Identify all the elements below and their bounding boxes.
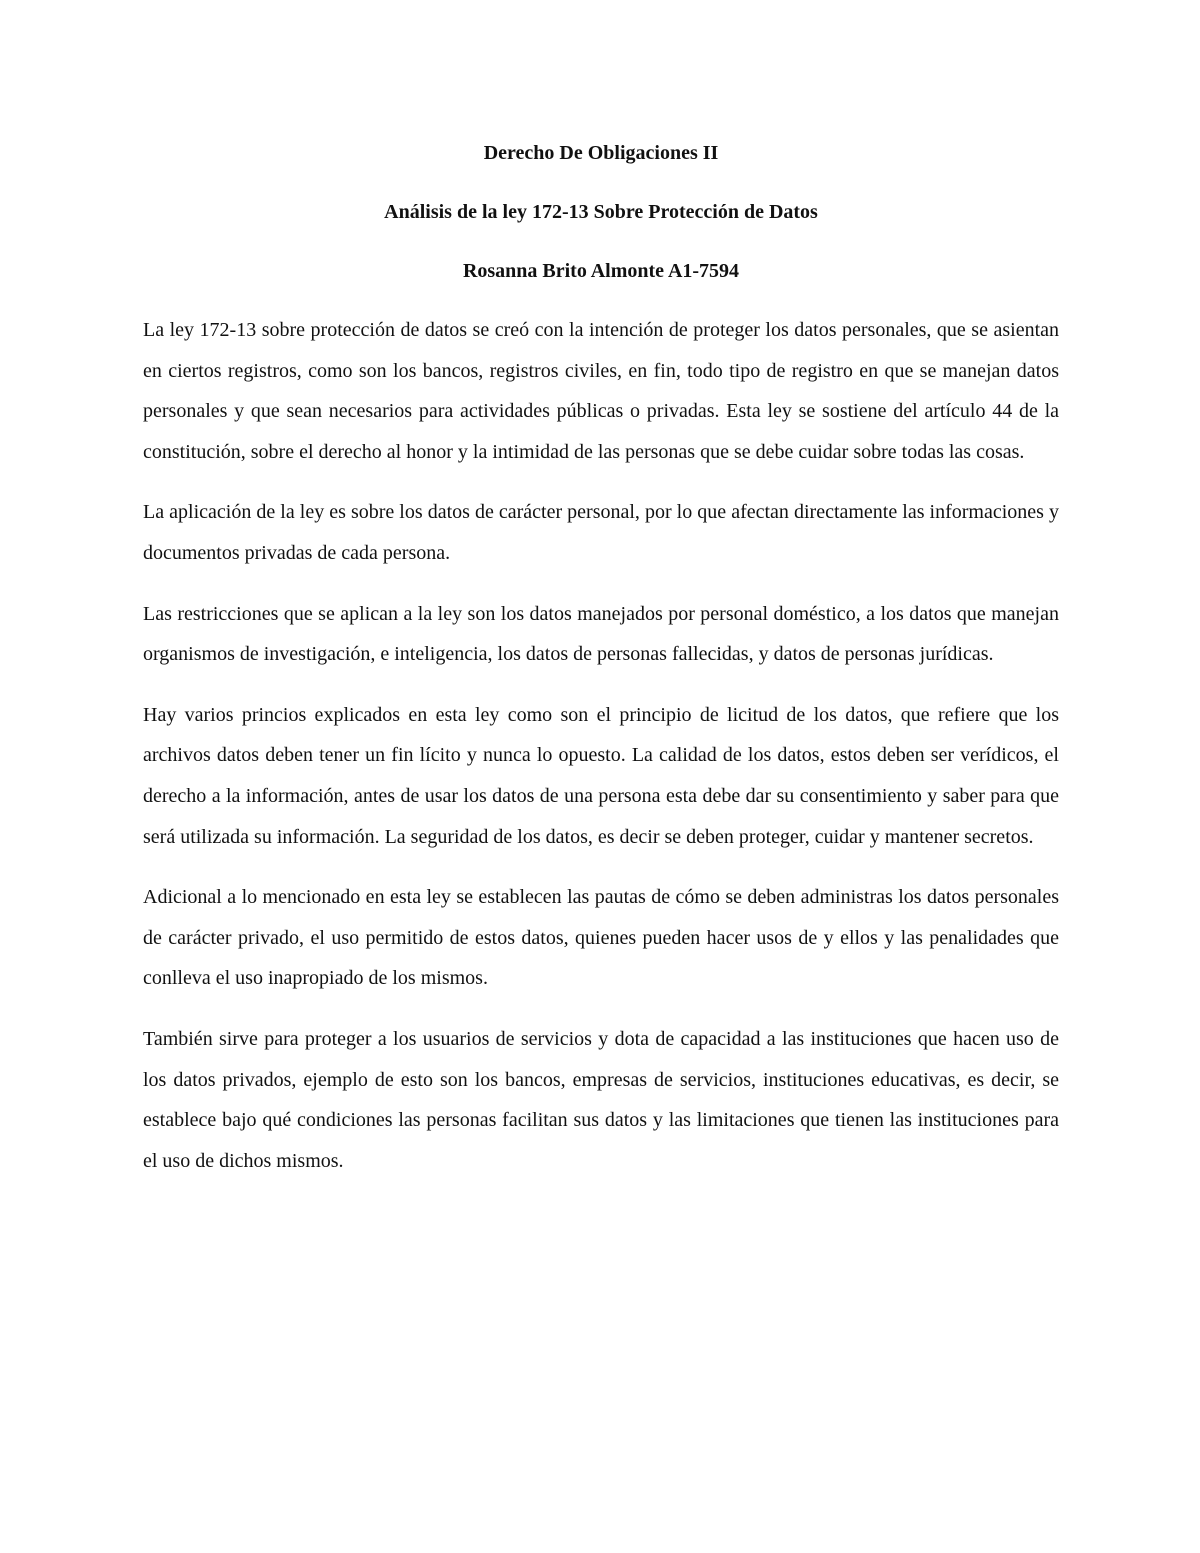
- paragraph-guidelines: Adicional a lo mencionado en esta ley se establecen las pautas de cómo se deben administras los datos personales de carácter privado, el uso permitido de estos datos, quienes pueden hacer usos de y ellos y las penalidades que conlleva el uso inapropiado de los mismos.: [143, 886, 1059, 990]
- paragraph-restrictions: Las restricciones que se aplican a la ley son los datos manejados por personal doméstico, a los datos que manejan organismos de investigación, e inteligencia, los datos de personas fallecidas, y datos de personas jurídicas.: [143, 602, 1059, 666]
- document-body: [143, 140, 1059, 1201]
- paragraph-application: La aplicación de la ley es sobre los datos de carácter personal, por lo que afectan directamente las informaciones y documentos privadas de cada persona.: [143, 501, 1059, 564]
- subject-title: Análisis de la ley 172-13 Sobre Protección de Datos: [384, 201, 818, 223]
- author-line: Rosanna Brito Almonte A1-7594: [462, 260, 740, 282]
- paragraph-intro: La ley 172-13 sobre protección de datos se creó con la intención de proteger los datos personales, que se asientan en ciertos registros, como son los bancos, registros civiles, en fin, todo tipo de registro en que se manejan datos personales y que sean necesarios para actividades públicas o privadas. Esta ley se sostiene del artículo 44 de la constitución, sobre el derecho al honor y la intimidad de las personas que se debe cuidar sobre todas las cosas.: [143, 319, 1059, 463]
- paragraph-protection: También sirve para proteger a los usuarios de servicios y dota de capacidad a las instituciones que hacen uso de los datos privados, ejemplo de esto son los bancos, empresas de servicios, instituciones educativas, es decir, se establece bajo qué condiciones las personas facilitan sus datos y las limitaciones que tienen las instituciones para el uso de dichos mismos.: [143, 1027, 1059, 1172]
- paragraph-principles: Hay varios princios explicados en esta ley como son el principio de licitud de los datos, que refiere que los archivos datos deben tener un fin lícito y nunca lo opuesto. La calidad de los datos, estos deben ser verídicos, el derecho a la información, antes de usar los datos de una persona esta debe dar su consentimiento y saber para que será utilizada su información. La seguridad de los datos, es decir se deben proteger, cuidar y mantener secretos.: [143, 703, 1059, 848]
- course-title: Derecho De Obligaciones II: [483, 142, 719, 164]
